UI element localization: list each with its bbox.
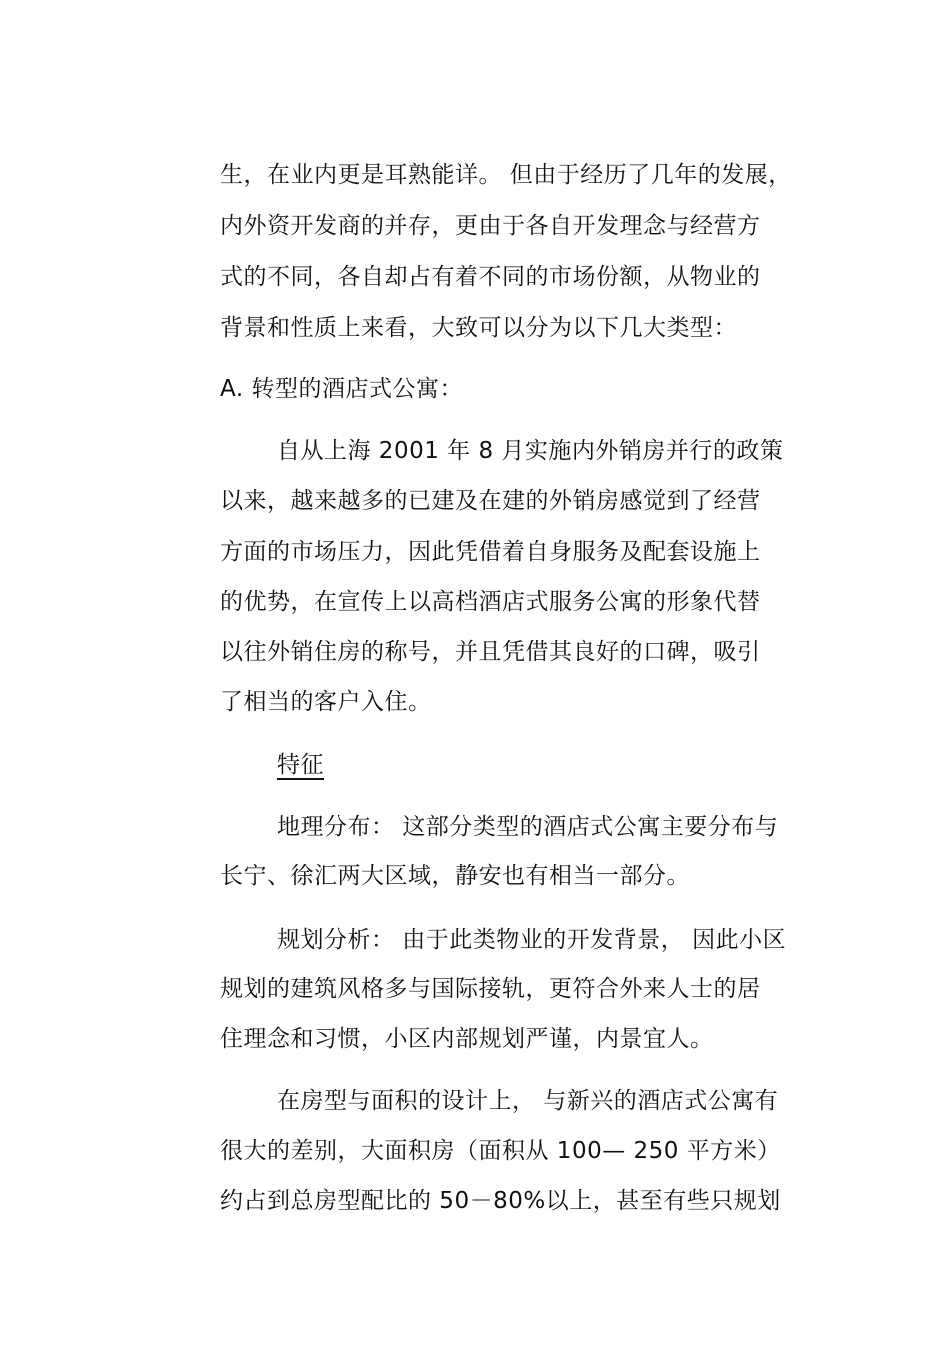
paragraph-line: 的优势，在宣传上以高档酒店式服务公寓的形象代替: [220, 589, 761, 615]
paragraph-line: 方面的市场压力，因此凭借着自身服务及配套设施上: [220, 539, 761, 565]
paragraph-line: 自从上海 2001 年 8 月实施内外销房并行的政策: [277, 438, 784, 464]
paragraph-line: 规划的建筑风格多与国际接轨，更符合外来人士的居: [220, 976, 761, 1002]
paragraph-line: 在房型与面积的设计上， 与新兴的酒店式公寓有: [277, 1088, 779, 1114]
paragraph-line: 规划分析： 由于此类物业的开发背景， 因此小区: [277, 927, 787, 953]
paragraph-line: 以往外销住房的称号，并且凭借其良好的口碑，吸引: [220, 639, 761, 665]
paragraph-line: 生，在业内更是耳熟能详。 但由于经历了几年的发展，: [220, 162, 792, 188]
paragraph-line: 了相当的客户入住。: [220, 689, 432, 715]
paragraph-line: 约占到总房型配比的 50－80%以上，甚至有些只规划: [220, 1188, 781, 1214]
paragraph-line: 很大的差别，大面积房（面积从 100— 250 平方米）: [220, 1138, 781, 1164]
paragraph-line: 背景和性质上来看，大致可以分为以下几大类型：: [220, 315, 737, 341]
paragraph-line: 住理念和习惯，小区内部规划严谨，内景宜人。: [220, 1026, 714, 1052]
paragraph-line: 以来，越来越多的已建及在建的外销房感觉到了经营: [220, 488, 761, 514]
section-heading-a: A. 转型的酒店式公寓：: [220, 376, 463, 402]
paragraph-line: 内外资开发商的并存，更由于各自开发理念与经营方: [220, 213, 761, 239]
paragraph-line: 长宁、徐汇两大区域，静安也有相当一部分。: [220, 863, 690, 889]
paragraph-line: 式的不同，各自却占有着不同的市场份额，从物业的: [220, 264, 761, 290]
paragraph-line: 地理分布： 这部分类型的酒店式公寓主要分布与: [277, 814, 779, 840]
subheading-features: 特征: [277, 752, 324, 778]
